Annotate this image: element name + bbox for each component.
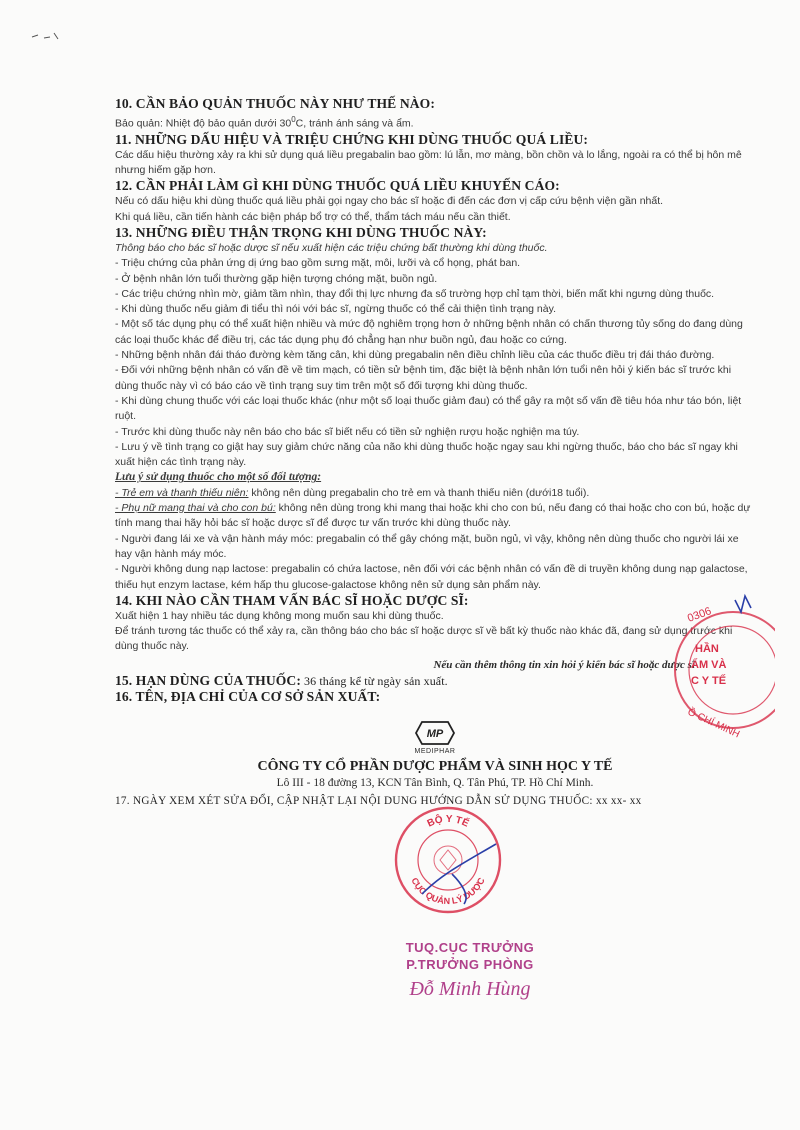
svg-text:HẦN: HẦN <box>695 643 719 655</box>
revision-date: 17. NGÀY XEM XÉT SỬA ĐỔI, CẬP NHẬT LẠI NỘI DUNG HƯỚNG DẪN SỬ DỤNG THUỐC: xx xx- xx <box>115 794 642 807</box>
svg-text:BỘ Y TẾ: BỘ Y TẾ <box>425 813 471 830</box>
official-seal <box>392 804 504 916</box>
overdose-signs-text: Các dấu hiệu thường xảy ra khi sử dụng quá liều pregabalin bao gồm: lú lẫn, mơ màng, bồn chồn và lo lắng, ngoài ra có thể bị hôn mê nhưng hiếm gặp hơn. <box>115 148 742 177</box>
scan-mark <box>30 28 60 46</box>
heading-overdose-action: 12. CẦN PHẢI LÀM GÌ KHI DÙNG THUỐC QUÁ LIỀU KHUYẾN CÁO: <box>115 178 560 194</box>
overdose-action-line: Khi quá liều, cần tiến hành các biện pháp bổ trợ có thể, thẩm tách máu nếu cần thiết. <box>115 210 511 223</box>
precaution-item: - Các triệu chứng nhìn mờ, giảm tầm nhìn, thay đổi thị lực nhưng đa số trường hợp chỉ tạm thời, biến mất khi ngưng dùng thuốc. <box>115 287 715 300</box>
shelf-life: 15. HẠN DÙNG CỦA THUỐC: 36 tháng kể từ ngày sản xuất. <box>115 672 448 688</box>
svg-text:CỤC QUẢN LÝ DƯỢC: CỤC QUẢN LÝ DƯỢC <box>409 876 487 907</box>
signature-block <box>360 940 580 1001</box>
precaution-item: - Triệu chứng của phản ứng dị ứng bao gồm sưng mặt, môi, lưỡi và cổ họng, phát ban. <box>115 257 521 270</box>
company-stamp <box>655 590 775 750</box>
consult-line: Xuất hiện 1 hay nhiều tác dụng không mong muốn sau khi dùng thuốc. <box>115 609 444 622</box>
company-name: CÔNG TY CỔ PHẦN DƯỢC PHẨM VÀ SINH HỌC Y TẾ <box>257 758 613 774</box>
special-group-lactose: - Người không dung nạp lactose: pregabalin có chứa lactose, nên đối với các bệnh nhân có vấn đề di truyền không dung nạp galactose, thiếu hụt enzym lactase, kém hấp thu glucose-galactose không nên sử dụng sản phẩm này. <box>115 563 748 591</box>
special-group-pregnancy: - Phụ nữ mang thai và cho con bú: không nên dùng trong khi mang thai hoặc khi cho con bú, nếu đang có thai hoặc cho con bú, hoặc dự tính mang thai hãy hỏi bác sĩ hoặc dược sĩ để được tư vấn trước khi dùng thuốc này. <box>115 502 751 530</box>
storage-text: Bảo quản: Nhiệt độ bảo quản dưới $30^0C$, tránh ánh sáng và ẩm. <box>115 115 414 130</box>
precaution-item: - Lưu ý về tình trạng co giật hay suy giảm chức năng của não khi dùng thuốc hoặc ngay sau khi ngừng thuốc, báo cho bác sĩ ngay khi xuất hiện các tình trạng này. <box>115 440 738 469</box>
signer-title-2: P.TRƯỞNG PHÒNG <box>406 957 534 972</box>
heading-manufacturer: 16. TÊN, ĐỊA CHỈ CỦA CƠ SỞ SẢN XUẤT: <box>115 688 381 704</box>
signer-title-1: TUQ.CỤC TRƯỞNG <box>405 940 535 955</box>
consult-line: Để tránh tương tác thuốc có thể xảy ra, cần thông báo cho bác sĩ hoặc dược sĩ về bất kỳ thuốc nào khác đã, đang sử dụng trước khi dùng thuốc này. <box>115 625 733 653</box>
special-group-children: - Trẻ em và thanh thiếu niên: không nên dùng pregabalin cho trẻ em và thanh thiếu niên (dưới18 tuổi). <box>115 486 590 499</box>
signer-name: Đỗ Minh Hùng <box>409 978 531 1000</box>
svg-text:C Y TẾ: C Y TẾ <box>691 675 727 687</box>
heading-consult: 14. KHI NÀO CẦN THAM VẤN BÁC SĨ HOẶC DƯỢC SĨ: <box>115 592 469 608</box>
special-group-driving: - Người đang lái xe và vận hành máy móc: pregabalin có thể gây chóng mặt, buồn ngủ, vì vậy, không nên dùng thuốc cho người lái xe hay vận hành máy móc. <box>115 532 739 560</box>
overdose-action-line: Nếu có dấu hiệu khi dùng thuốc quá liều phải gọi ngay cho bác sĩ hoặc đi đến các đơn vị cấp cứu bệnh viện gần nhất. <box>115 195 664 208</box>
precaution-item: - Ở bệnh nhân lớn tuổi thường gặp hiện tượng chóng mặt, buồn ngủ. <box>115 272 438 285</box>
more-info-note: Nếu cần thêm thông tin xin hỏi ý kiến bác sĩ hoặc dược sĩ <box>433 658 695 671</box>
precaution-item: - Trước khi dùng thuốc này nên báo cho bác sĩ biết nếu có tiền sử nghiện rượu hoặc nghiện ma túy. <box>115 425 580 438</box>
precautions-intro: Thông báo cho bác sĩ hoặc dược sĩ nếu xuất hiện các triệu chứng bất thường khi dùng thuốc. <box>115 241 548 254</box>
precaution-item: - Một số tác dụng phụ có thể xuất hiện nhiều và mức độ nghiêm trọng hơn ở những bệnh nhân có chấn thương tủy sống do đang dùng các loại thuốc khác để điều trị, các tác dụng phụ đó chẳng hạn như buồn ngủ, đau hoặc co cứng. <box>115 318 743 346</box>
company-address: Lô III - 18 đường 13, KCN Tân Bình, Q. Tân Phú, TP. Hồ Chí Minh. <box>276 776 594 789</box>
precaution-item: - Những bệnh nhân đái tháo đường kèm tăng cân, khi dùng pregabalin nên điều chỉnh liều của các thuốc điều trị đái tháo đường. <box>115 349 715 362</box>
logo-subtitle: MEDIPHAR <box>414 747 456 755</box>
precaution-item: - Khi dùng thuốc nếu giảm đi tiểu thì nói với bác sĩ, ngừng thuốc có thể cải thiện tình trạng này. <box>115 303 556 316</box>
svg-text:ẨM VÀ: ẨM VÀ <box>691 659 727 671</box>
svg-text:Ồ CHÍ MINH: Ồ CHÍ MINH <box>685 706 742 741</box>
logo-text: MP <box>426 727 444 740</box>
heading-overdose-signs: 11. NHỮNG DẤU HIỆU VÀ TRIỆU CHỨNG KHI DÙNG THUỐC QUÁ LIỀU: <box>115 131 589 147</box>
heading-storage: 10. CẦN BẢO QUẢN THUỐC NÀY NHƯ THẾ NÀO: <box>115 96 435 111</box>
precaution-item: - Đối với những bệnh nhân có vấn đề về tim mạch, có tiền sử bệnh tim, đặc biệt là bệnh nhân lớn tuổi nên hỏi ý kiến bác sĩ trước khi dùng thuốc này vì có báo cáo về tình trạng suy tim trên một số đối tượng khi dùng thuốc. <box>115 364 732 392</box>
heading-precautions: 13. NHỮNG ĐIỀU THẬN TRỌNG KHI DÙNG THUỐC NÀY: <box>115 224 487 240</box>
special-groups-heading: Lưu ý sử dụng thuốc cho một số đối tượng: <box>115 471 322 484</box>
precaution-item: - Khi dùng chung thuốc với các loại thuốc khác (như một số loại thuốc giảm đau) có thể gây ra một số vấn đề tiêu hóa như táo bón, liệt ruột. <box>115 394 742 423</box>
svg-text:0306: 0306 <box>685 605 714 625</box>
mediphar-logo <box>412 719 458 747</box>
